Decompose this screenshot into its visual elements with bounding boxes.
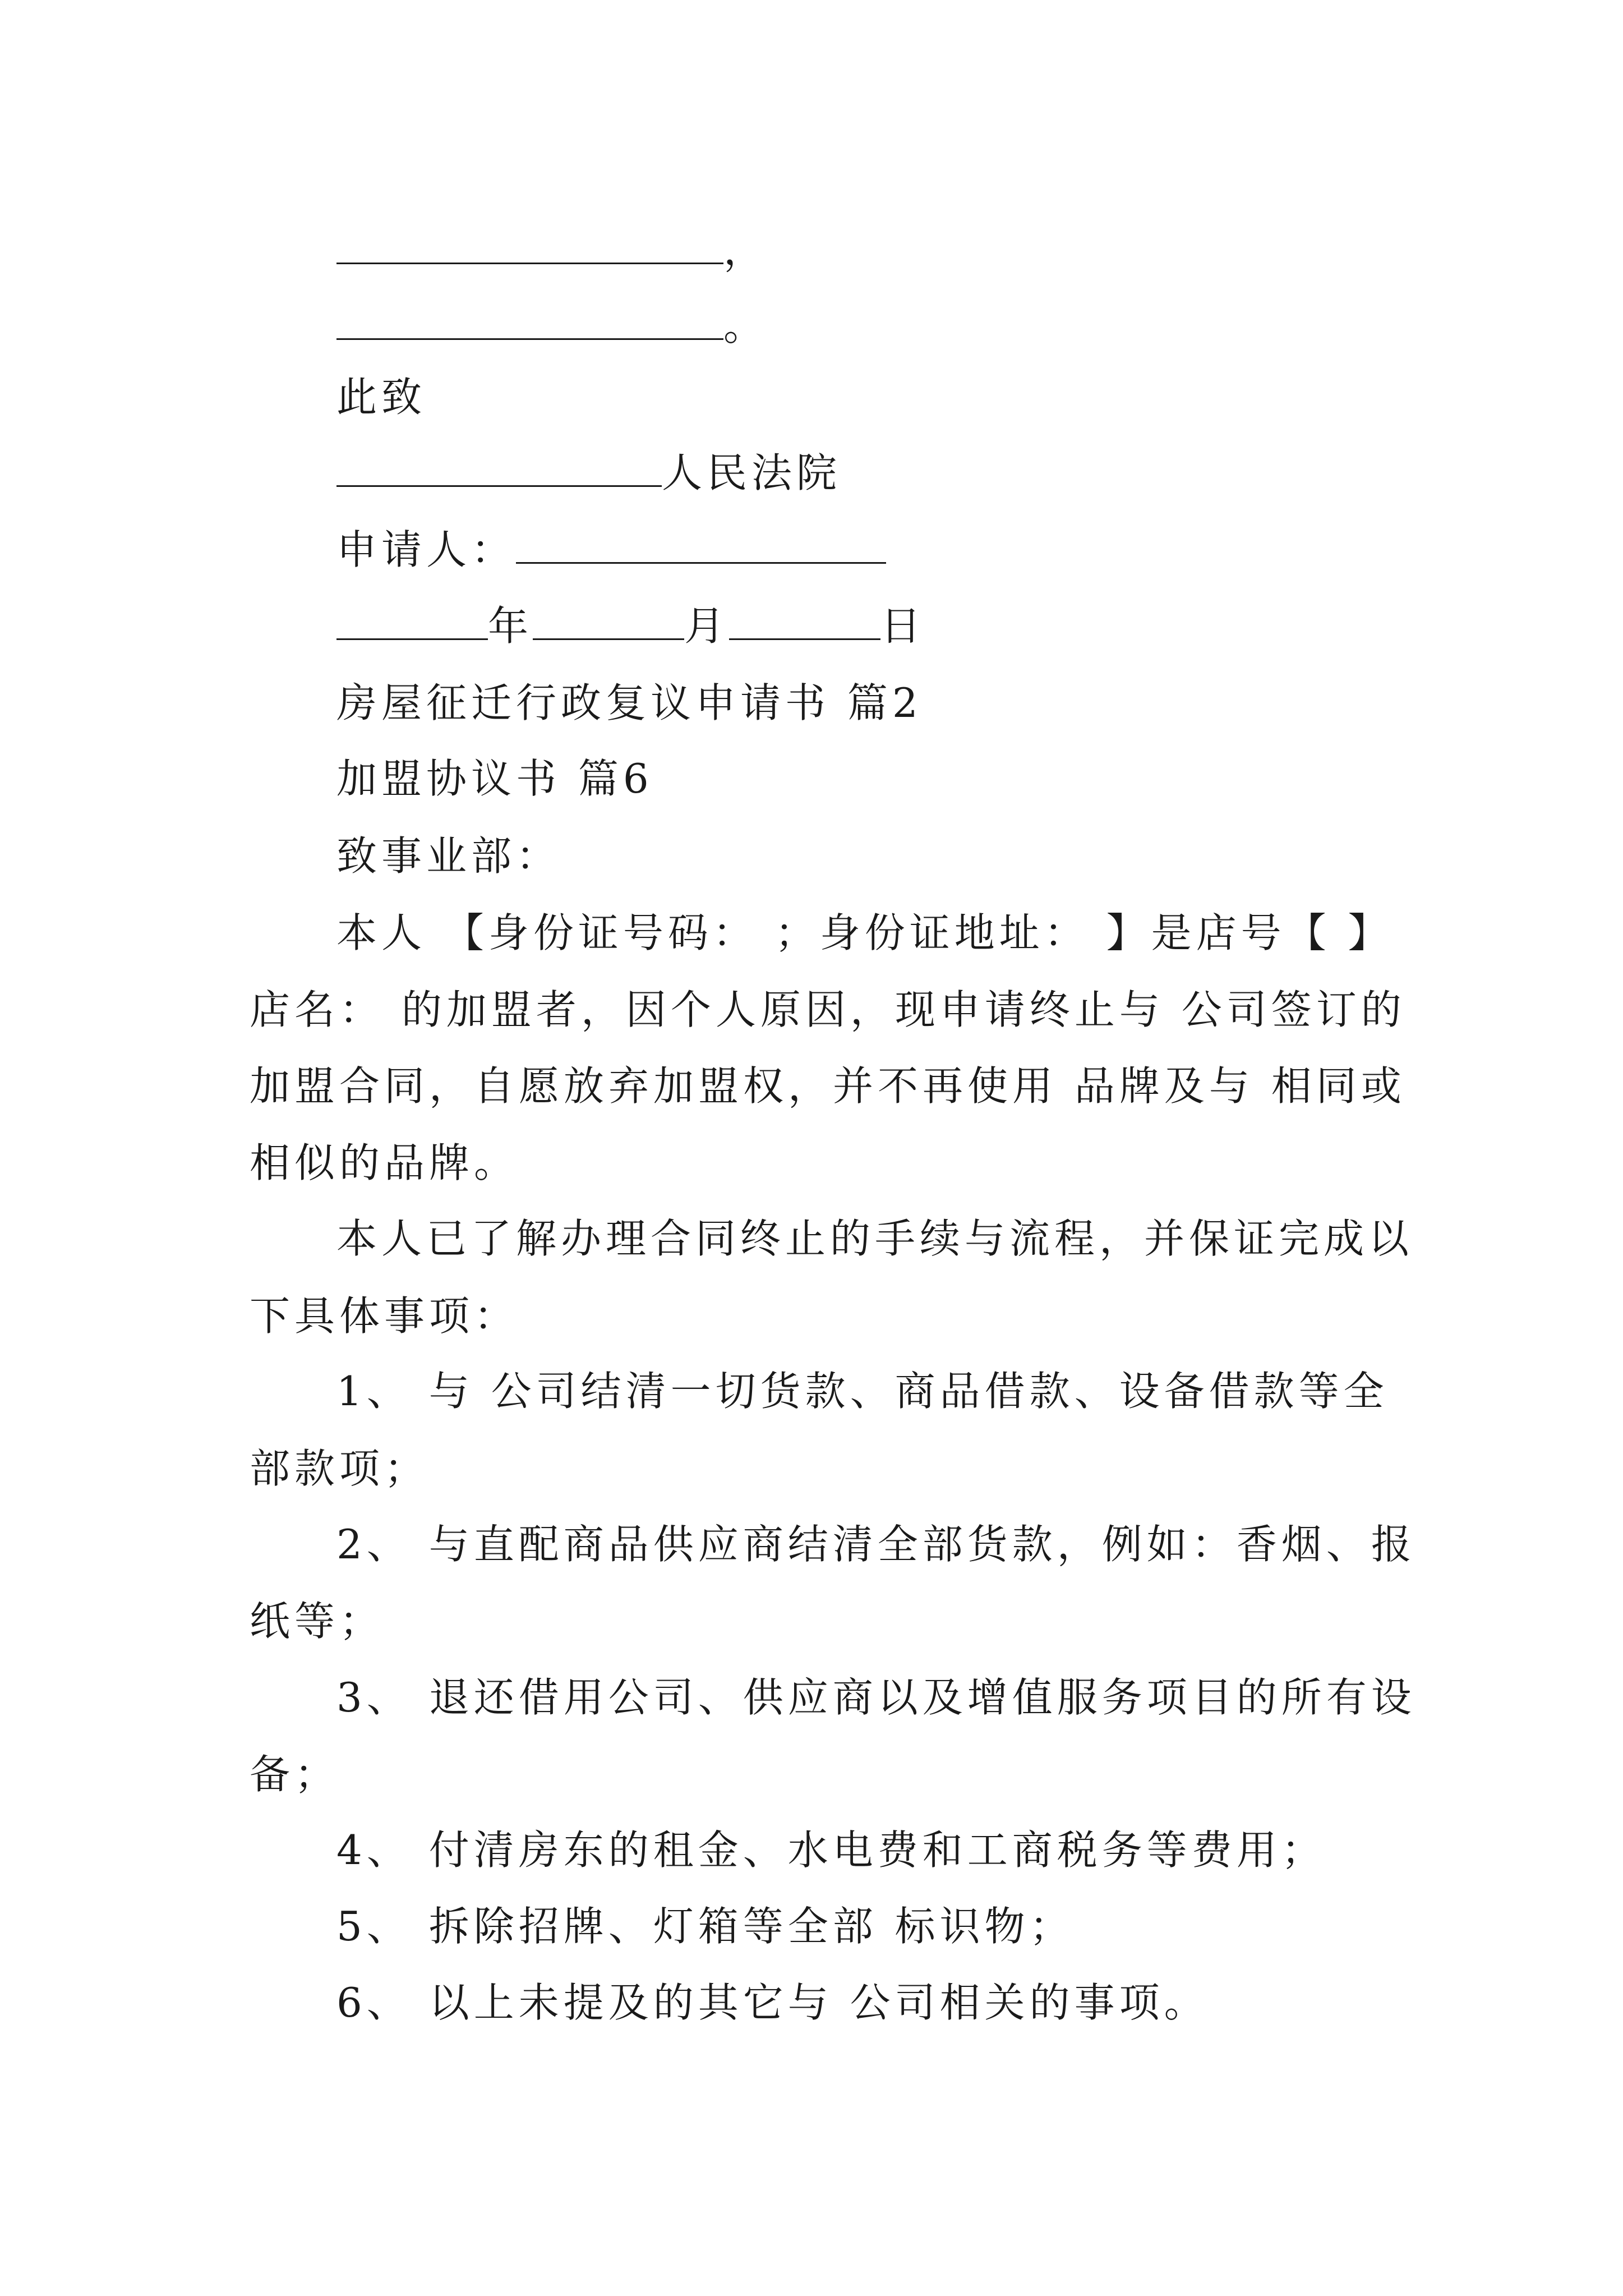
fill-in-blank: [516, 523, 886, 564]
section-title-2: 房屋征迁行政复议申请书 篇2: [336, 679, 923, 726]
paragraph-1-line-1: 本人 【身份证号码： ；身份证地址： 】是店号【 】: [336, 909, 1393, 956]
paragraph-1-line-2: 店名： 的加盟者，因个人原因，现申请终止与 公司签订的: [250, 986, 1406, 1033]
blank-line-2: [336, 299, 768, 353]
list-item-3-line-1: 3、 退还借用公司、供应商以及增值服务项目的所有设: [336, 1674, 1416, 1721]
addressee: 致事业部：: [336, 832, 561, 880]
section-title-6: 加盟协议书 篇6: [336, 755, 653, 802]
fill-in-blank: [336, 299, 723, 340]
fill-in-blank: [336, 223, 723, 264]
court-line: [336, 446, 841, 500]
paragraph-1-line-4: 相似的品牌。: [250, 1139, 519, 1186]
list-item-3-line-2: 备；: [250, 1751, 340, 1798]
list-item-2-line-1: 2、 与直配商品供应商结清全部货款，例如：香烟、报: [336, 1521, 1416, 1568]
closing-to: 此致: [336, 374, 427, 421]
list-item-4: 4、 付清房东的租金、水电费和工商税务等费用；: [336, 1826, 1326, 1874]
fill-in-blank: [336, 599, 488, 640]
line-end-punctuation: 。: [723, 302, 769, 349]
month-label: 月: [684, 602, 730, 650]
day-label: 日: [880, 602, 926, 650]
applicant-line: [336, 523, 886, 577]
list-item-5: 5、 拆除招牌、灯箱等全部 标识物；: [336, 1903, 1075, 1950]
year-label: 年: [488, 602, 533, 650]
blank-line-1: [336, 223, 768, 277]
list-item-6: 6、 以上未提及的其它与 公司相关的事项。: [336, 1979, 1209, 2026]
list-item-1-line-2: 部款项；: [250, 1445, 430, 1492]
line-end-punctuation: ，: [723, 227, 769, 274]
list-item-2-line-2: 纸等；: [250, 1598, 385, 1645]
paragraph-2-line-1: 本人已了解办理合同终止的手续与流程，并保证完成以: [336, 1215, 1414, 1262]
fill-in-blank: [729, 599, 880, 640]
date-line: [336, 599, 925, 653]
fill-in-blank: [336, 446, 662, 487]
list-item-1-line-1: 1、 与 公司结清一切货款、商品借款、设备借款等全: [336, 1368, 1389, 1415]
applicant-label: 申请人：: [336, 526, 517, 573]
fill-in-blank: [533, 599, 684, 640]
paragraph-1-line-3: 加盟合同，自愿放弃加盟权，并不再使用 品牌及与 相同或: [250, 1062, 1406, 1110]
court-label: 人民法院: [662, 449, 842, 496]
paragraph-2-line-2: 下具体事项：: [250, 1292, 519, 1340]
